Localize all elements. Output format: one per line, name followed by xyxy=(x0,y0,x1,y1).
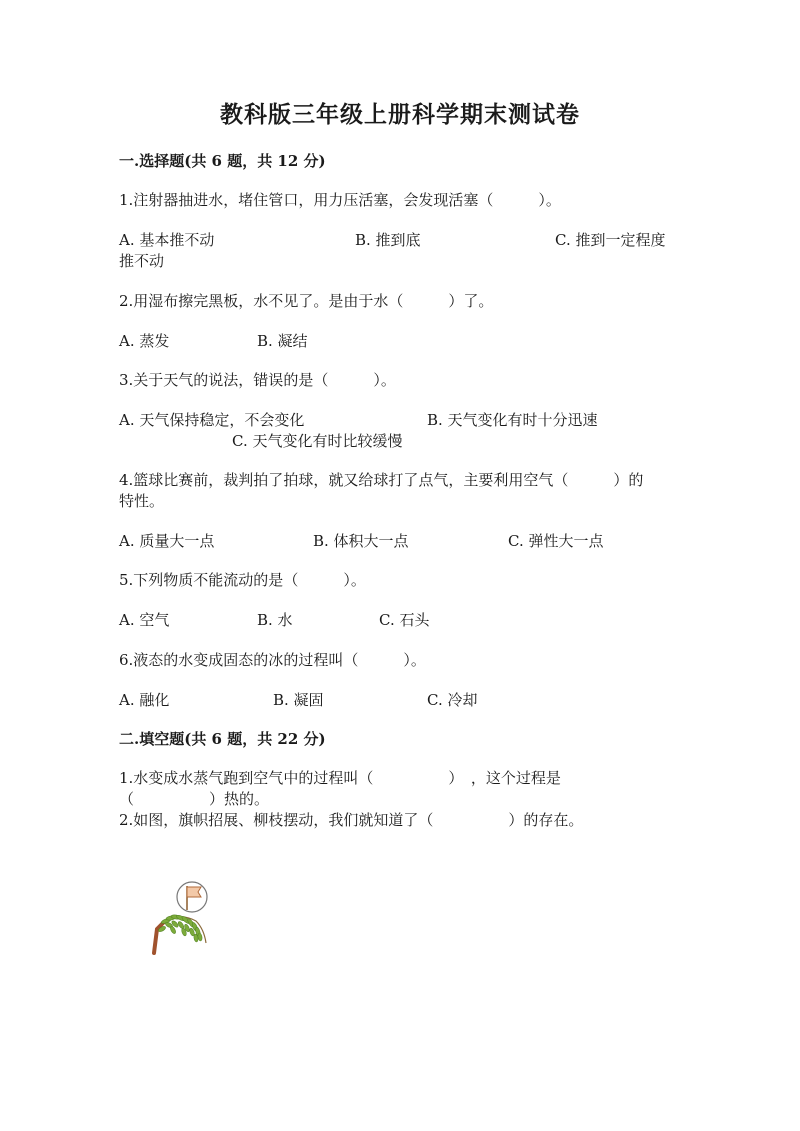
section-heading-fill: 二.填空题(共 6 题，共 22 分) xyxy=(119,730,326,748)
option-c-wrap: 推不动 xyxy=(119,252,165,270)
option-a: A. 蒸发 xyxy=(119,332,170,350)
option-b: B. 凝结 xyxy=(257,332,308,350)
option-a: A. 天气保持稳定，不会变化 xyxy=(119,411,305,429)
question-stem: 2.如图，旗帜招展、柳枝摆动，我们就知道了（ ）的存在。 xyxy=(119,811,584,829)
option-c: C. 推到一定程度 xyxy=(555,231,666,249)
question-stem: 4.篮球比赛前，裁判拍了拍球，就又给球打了点气，主要利用空气（ ）的 xyxy=(119,471,644,489)
flag-willow-icon xyxy=(140,877,220,957)
option-c: C. 弹性大一点 xyxy=(508,532,604,550)
option-c: C. 石头 xyxy=(379,611,430,629)
question-stem: 5.下列物质不能流动的是（ ）。 xyxy=(119,571,366,589)
option-b: B. 体积大一点 xyxy=(313,532,409,550)
option-a: A. 融化 xyxy=(119,691,170,709)
question-stem-wrap: 特性。 xyxy=(119,492,165,510)
option-c: C. 冷却 xyxy=(427,691,478,709)
option-b: B. 水 xyxy=(257,611,293,629)
question-stem-wrap: （ ）热的。 xyxy=(119,790,270,808)
page-title: 教科版三年级上册科学期末测试卷 xyxy=(220,101,580,128)
question-stem: 3.关于天气的说法，错误的是（ ）。 xyxy=(119,371,396,389)
option-b: B. 推到底 xyxy=(355,231,421,249)
option-a: A. 空气 xyxy=(119,611,170,629)
section-heading-choice: 一.选择题(共 6 题，共 12 分) xyxy=(119,152,326,170)
option-c: C. 天气变化有时比较缓慢 xyxy=(232,432,403,450)
question-stem: 2.用湿布擦完黑板，水不见了。是由于水（ ）了。 xyxy=(119,292,494,310)
option-b: B. 凝固 xyxy=(273,691,324,709)
question-stem: 1.水变成水蒸气跑到空气中的过程叫（ ） ，这个过程是 xyxy=(119,769,561,787)
question-stem: 1.注射器抽进水，堵住管口，用力压活塞，会发现活塞（ ）。 xyxy=(119,191,561,209)
option-b: B. 天气变化有时十分迅速 xyxy=(427,411,598,429)
option-a: A. 基本推不动 xyxy=(119,231,215,249)
question-stem: 6.液态的水变成固态的冰的过程叫（ ）。 xyxy=(119,651,426,669)
option-a: A. 质量大一点 xyxy=(119,532,215,550)
